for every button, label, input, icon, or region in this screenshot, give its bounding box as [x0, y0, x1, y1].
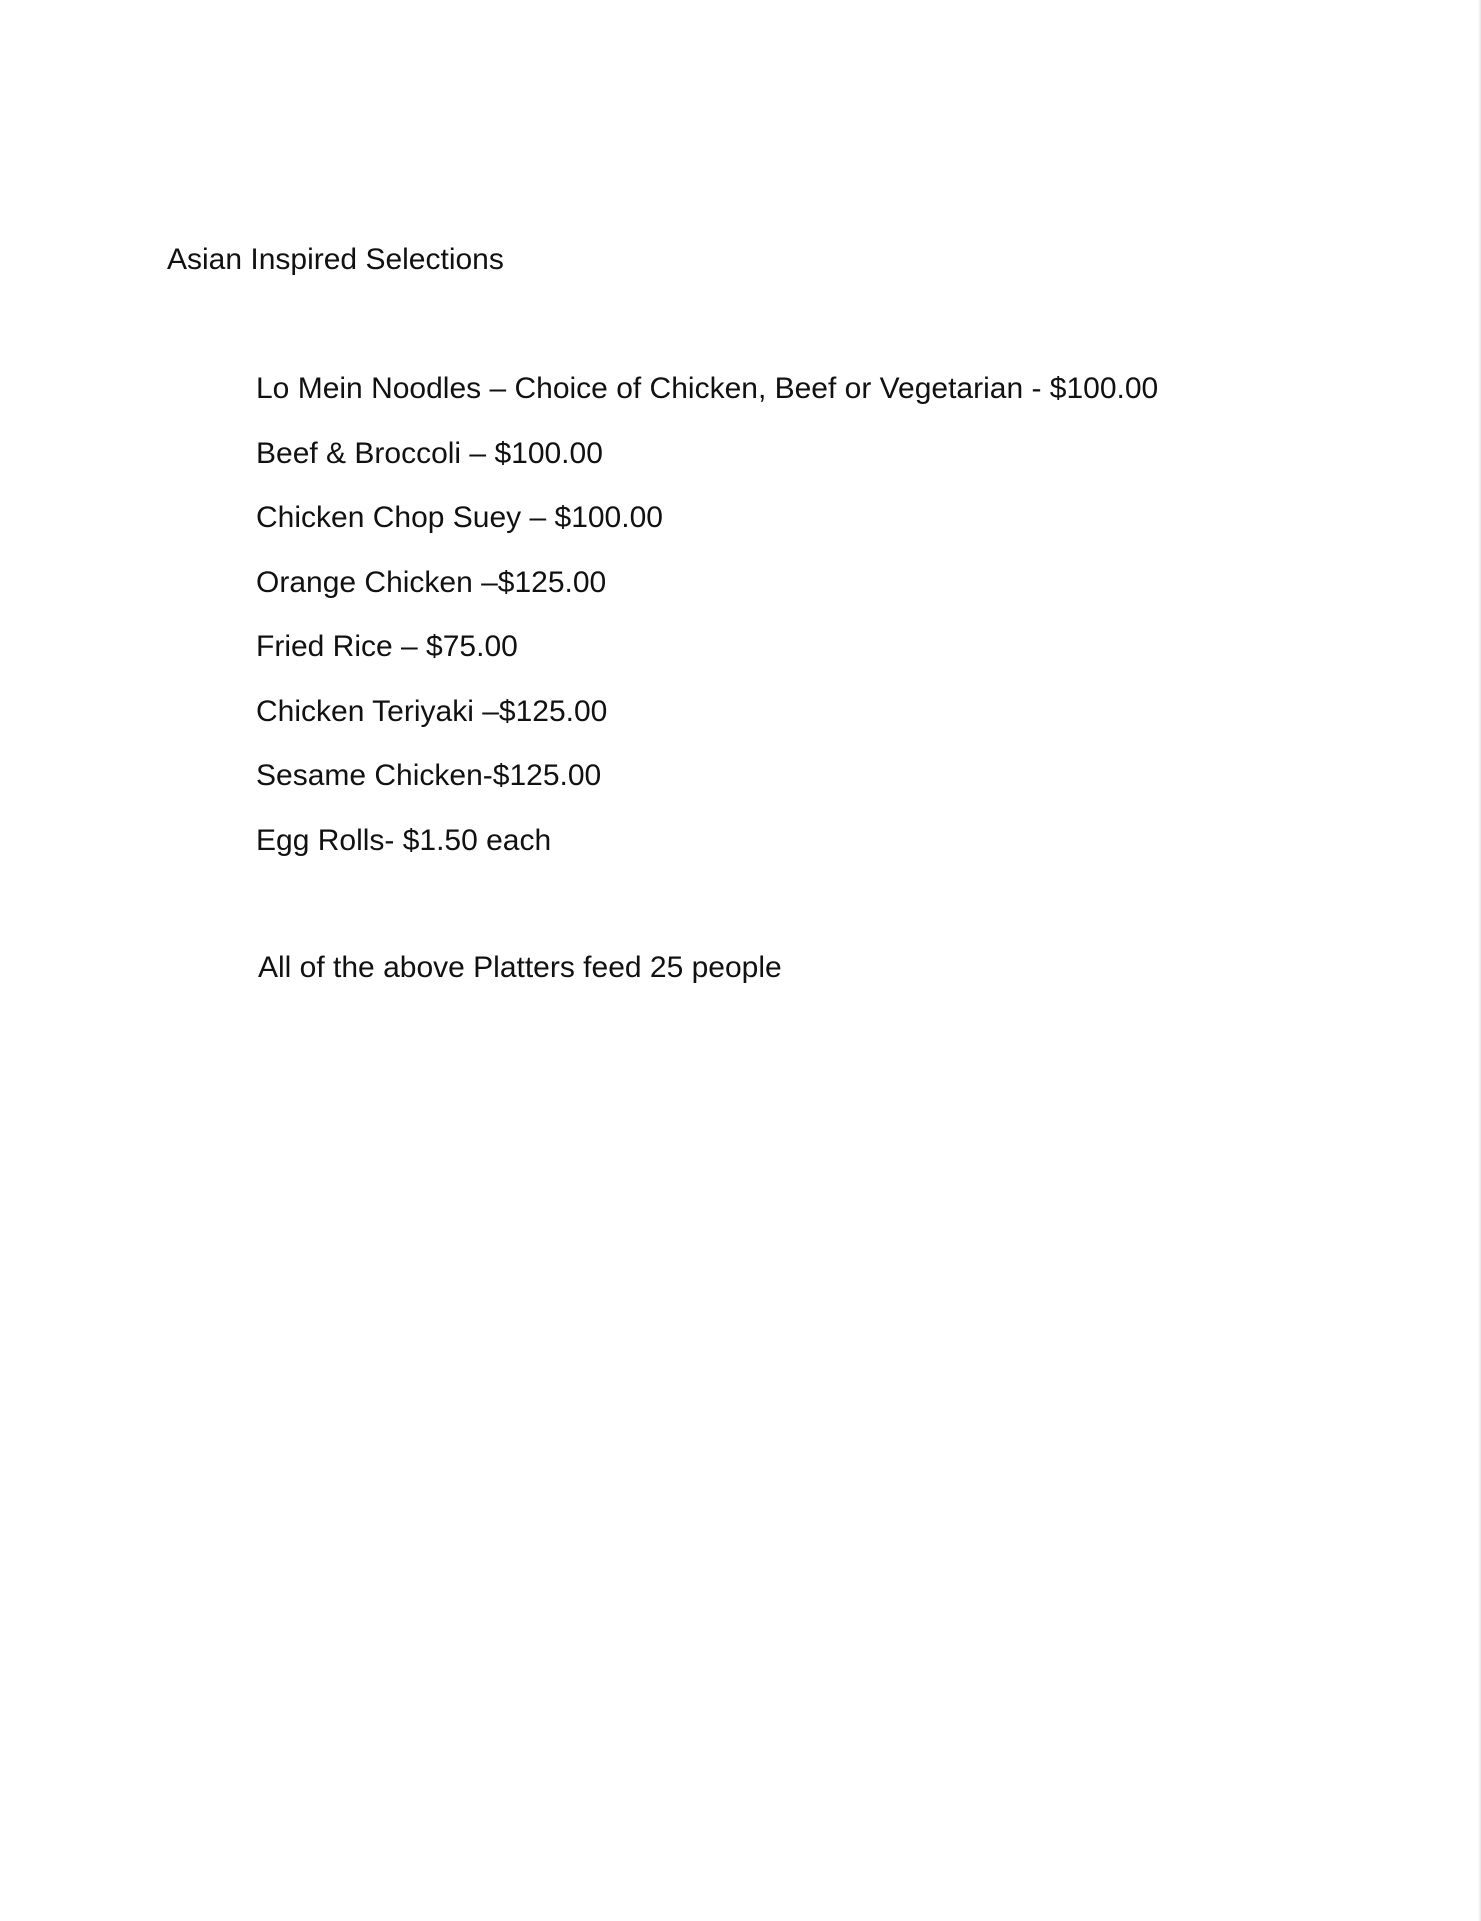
menu-item-fried-rice: Fried Rice – $75.00 [256, 630, 518, 663]
menu-item-chicken-teriyaki: Chicken Teriyaki –$125.00 [256, 694, 608, 728]
menu-item-beef-broccoli: Beef & Broccoli – $100.00 [256, 436, 603, 470]
menu-item-egg-rolls: Egg Rolls- $1.50 each [256, 823, 552, 857]
platter-footnote: All of the above Platters feed 25 people [258, 951, 782, 984]
menu-item-orange-chicken: Orange Chicken –$125.00 [256, 565, 607, 599]
menu-item-chicken-chop-suey: Chicken Chop Suey – $100.00 [256, 501, 663, 534]
menu-list [256, 367, 1158, 883]
menu-item-lo-mein: Lo Mein Noodles – Choice of Chicken, Beef or Vegetarian - $100.00 [256, 372, 1159, 405]
page-title: Asian Inspired Selections [167, 243, 504, 276]
menu-item-sesame-chicken: Sesame Chicken-$125.00 [256, 759, 602, 792]
